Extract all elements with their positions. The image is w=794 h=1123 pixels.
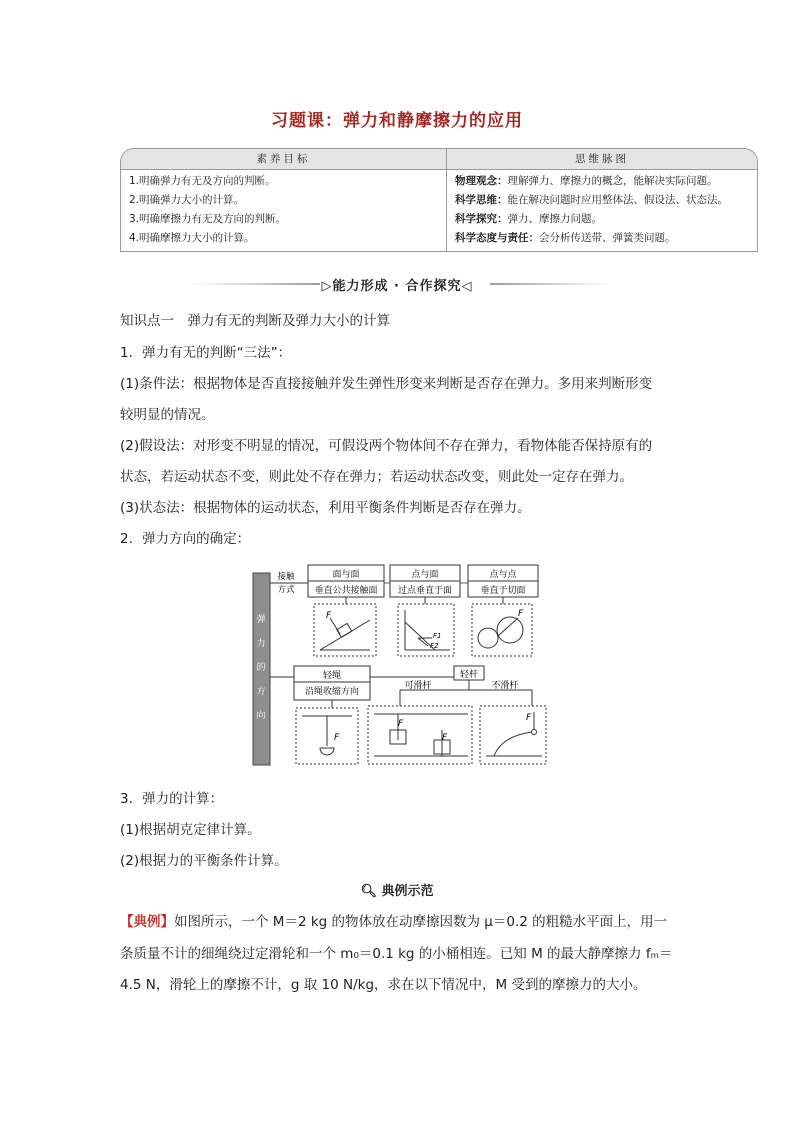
svg-text:的: 的 [256, 663, 266, 673]
paragraph: 较明显的情况。 [120, 407, 215, 423]
svg-text:点与点: 点与点 [489, 570, 517, 580]
paragraph: (2)假设法：对形变不明显的情况，可假设两个物体间不存在弹力，看物体能否保持原有的 [120, 438, 653, 454]
svg-text:接触: 接触 [277, 572, 295, 582]
paragraph: 2．弹力方向的确定： [120, 531, 251, 547]
svg-text:F: F [526, 713, 532, 723]
svg-text:F1: F1 [433, 632, 442, 640]
table-header-goals: 素养目标 [121, 149, 447, 169]
svg-text:方式: 方式 [277, 585, 295, 595]
svg-text:向: 向 [256, 711, 266, 721]
table-header-mindmap: 思维脉图 [575, 153, 629, 165]
triangle-right-icon: ▷ [321, 279, 333, 294]
goal-item: 1.明确弹力有无及方向的判断。 [129, 175, 276, 187]
svg-text:方: 方 [256, 687, 266, 697]
svg-text:不滑杆: 不滑杆 [491, 681, 519, 691]
svg-text:F: F [518, 609, 524, 619]
svg-text:面与面: 面与面 [332, 570, 360, 580]
elastic-force-direction-diagram [250, 560, 550, 770]
svg-text:F: F [334, 733, 340, 743]
svg-text:点与面: 点与面 [411, 570, 439, 580]
svg-text:可滑杆: 可滑杆 [404, 681, 432, 691]
paragraph: (1)条件法：根据物体是否直接接触并发生弹性形变来判断是否存在弹力。多用来判断形变 [120, 376, 653, 392]
svg-text:弹: 弹 [256, 615, 266, 625]
paragraph: 3．弹力的计算： [120, 791, 224, 807]
svg-text:轻杆: 轻杆 [459, 670, 479, 680]
mindmap-item: 科学思维：能在解决问题时应用整体法、假设法、状态法。 [455, 194, 728, 206]
svg-text:F2: F2 [430, 642, 439, 650]
svg-text:垂直于切面: 垂直于切面 [480, 586, 526, 596]
goal-item: 2.明确弹力大小的计算。 [129, 194, 245, 206]
svg-text:F: F [326, 611, 332, 621]
goal-item: 3.明确摩擦力有无及方向的判断。 [129, 213, 287, 225]
svg-text:沿绳收缩方向: 沿绳收缩方向 [304, 687, 360, 697]
svg-text:过点垂直于面: 过点垂直于面 [397, 586, 453, 596]
mindmap-item: 科学态度与责任：会分析传送带、弹簧类问题。 [455, 232, 676, 244]
example-text: 4.5 N，滑轮上的摩擦不计，g 取 10 N/kg，求在以下情况中，M 受到的摩擦力的大小。 [120, 977, 647, 993]
goal-item: 4.明确摩擦力大小的计算。 [129, 232, 255, 244]
mindmap-item: 物理观念：理解弹力、摩擦力的概念，能解决实际问题。 [455, 175, 718, 187]
paragraph: (2)根据力的平衡条件计算。 [120, 853, 288, 869]
svg-text:垂直公共接触面: 垂直公共接触面 [314, 586, 378, 596]
section-heading: 知识点一 弹力有无的判断及弹力大小的计算 [120, 313, 390, 329]
paragraph: (3)状态法：根据物体的运动状态，利用平衡条件判断是否存在弹力。 [120, 500, 531, 516]
svg-text:轻绳: 轻绳 [322, 671, 342, 681]
example-text: 条质量不计的细绳绕过定滑轮和一个 m₀＝0.1 kg 的小桶相连。已知 M 的最大静摩擦力 fₘ＝ [120, 946, 673, 962]
triangle-left-icon: ◁ [461, 279, 473, 294]
objectives-table [120, 148, 758, 252]
mindmap-item: 科学探究：弹力、摩擦力问题。 [455, 213, 602, 225]
paragraph: 状态，若运动状态不变，则此处不存在弹力；若运动状态改变，则此处一定存在弹力。 [120, 469, 633, 485]
section-banner: ▷能力形成 · 合作探究◁ [0, 274, 794, 294]
svg-text:F: F [398, 719, 404, 729]
svg-text:F: F [442, 733, 448, 743]
paragraph: (1)根据胡克定律计算。 [120, 822, 261, 838]
magnifier-icon: 🔍︎ [360, 884, 377, 899]
example-text: 【典例】如图所示，一个 M＝2 kg 的物体放在动摩擦因数为 μ＝0.2 的粗糙水平面上，用一 [120, 914, 668, 930]
example-title: 🔍︎ 典例示范 [360, 884, 434, 899]
paragraph: 1．弹力有无的判断“三法”： [120, 345, 292, 361]
svg-text:力: 力 [256, 639, 266, 649]
page-title: 习题课：弹力和静摩擦力的应用 [271, 111, 523, 131]
